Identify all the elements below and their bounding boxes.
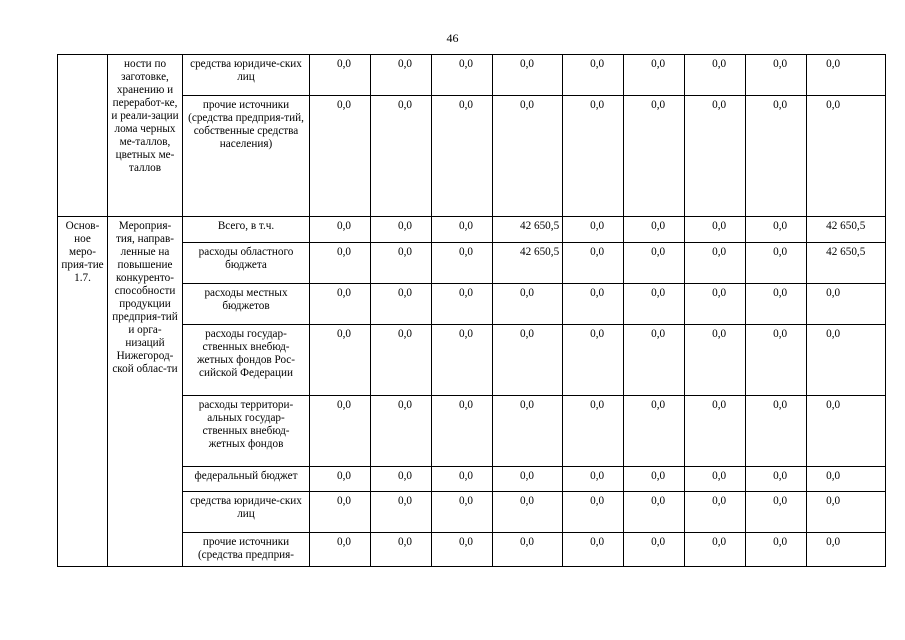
- value-cell: 0,0: [624, 96, 685, 217]
- table-row: [58, 217, 886, 243]
- value-cell: 0,0: [807, 396, 886, 467]
- value-cell: 0,0: [371, 492, 432, 533]
- funding-source-cell: расходы территори-альных государ-ственных внебюд-жетных фондов: [183, 396, 310, 467]
- value-cell: 0,0: [310, 217, 371, 243]
- value-cell: 0,0: [310, 325, 371, 396]
- value-cell: 0,0: [807, 467, 886, 492]
- value-cell: 0,0: [432, 396, 493, 467]
- table-row: [58, 243, 886, 284]
- value-cell: 0,0: [624, 325, 685, 396]
- value-cell: 0,0: [310, 96, 371, 217]
- value-cell: 0,0: [371, 325, 432, 396]
- value-cell: 0,0: [624, 533, 685, 567]
- value-cell: 0,0: [371, 467, 432, 492]
- value-cell: 0,0: [371, 55, 432, 96]
- value-cell: 0,0: [685, 217, 746, 243]
- value-cell: 42 650,5: [493, 243, 563, 284]
- table-row: [58, 492, 886, 533]
- value-cell: 0,0: [746, 243, 807, 284]
- value-cell: 0,0: [432, 325, 493, 396]
- value-cell: 0,0: [746, 284, 807, 325]
- table-body: [58, 55, 886, 567]
- value-cell: 0,0: [685, 243, 746, 284]
- value-cell: 42 650,5: [807, 243, 886, 284]
- value-cell: 0,0: [563, 96, 624, 217]
- value-cell: 0,0: [493, 96, 563, 217]
- value-cell: 0,0: [746, 217, 807, 243]
- value-cell: 0,0: [432, 492, 493, 533]
- funding-source-cell: расходы местных бюджетов: [183, 284, 310, 325]
- value-cell: 0,0: [685, 492, 746, 533]
- value-cell: 0,0: [624, 55, 685, 96]
- value-cell: 0,0: [563, 243, 624, 284]
- value-cell: 0,0: [685, 325, 746, 396]
- value-cell: 0,0: [493, 533, 563, 567]
- value-cell: 0,0: [746, 533, 807, 567]
- value-cell: 0,0: [685, 96, 746, 217]
- funding-source-cell: прочие источники (средства предприя-тий, собственные средства населения): [183, 96, 310, 217]
- value-cell: 0,0: [624, 243, 685, 284]
- value-cell: 0,0: [746, 96, 807, 217]
- value-cell: 0,0: [432, 467, 493, 492]
- value-cell: 0,0: [371, 96, 432, 217]
- table-row: [58, 55, 886, 96]
- value-cell: 0,0: [746, 325, 807, 396]
- funding-source-cell: средства юридиче-ских лиц: [183, 55, 310, 96]
- funding-source-cell: расходы государ-ственных внебюд-жетных фондов Рос-сийской Федерации: [183, 325, 310, 396]
- value-cell: 0,0: [310, 467, 371, 492]
- table-row: [58, 96, 886, 217]
- table-row: [58, 325, 886, 396]
- value-cell: 0,0: [746, 467, 807, 492]
- value-cell: 0,0: [493, 284, 563, 325]
- value-cell: 0,0: [432, 284, 493, 325]
- value-cell: 0,0: [432, 96, 493, 217]
- value-cell: 0,0: [310, 533, 371, 567]
- value-cell: 0,0: [371, 284, 432, 325]
- value-cell: 0,0: [432, 243, 493, 284]
- value-cell: 0,0: [493, 467, 563, 492]
- value-cell: 0,0: [563, 55, 624, 96]
- value-cell: 0,0: [371, 396, 432, 467]
- value-cell: 42 650,5: [493, 217, 563, 243]
- measure-name-cell: Мероприя-тия, направ-ленные на повышение конкуренто-способности продукции предприя-тий и орга-низаций Нижегород-ской облас-ти: [108, 217, 183, 567]
- value-cell: 0,0: [685, 533, 746, 567]
- value-cell: 0,0: [563, 217, 624, 243]
- value-cell: 0,0: [310, 492, 371, 533]
- funding-source-cell: средства юридиче-ских лиц: [183, 492, 310, 533]
- value-cell: 0,0: [685, 55, 746, 96]
- table-row: [58, 467, 886, 492]
- value-cell: 0,0: [563, 396, 624, 467]
- measure-code-cell: [58, 55, 108, 217]
- table-row: [58, 396, 886, 467]
- value-cell: 0,0: [371, 217, 432, 243]
- value-cell: 0,0: [624, 217, 685, 243]
- funding-source-cell: прочие источники (средства предприя-: [183, 533, 310, 567]
- value-cell: 0,0: [432, 533, 493, 567]
- value-cell: 0,0: [624, 284, 685, 325]
- budget-table: [57, 54, 886, 567]
- value-cell: 0,0: [746, 55, 807, 96]
- funding-source-cell: Всего, в т.ч.: [183, 217, 310, 243]
- value-cell: 0,0: [563, 467, 624, 492]
- value-cell: 0,0: [624, 492, 685, 533]
- value-cell: 0,0: [563, 325, 624, 396]
- value-cell: 0,0: [432, 217, 493, 243]
- value-cell: 0,0: [746, 492, 807, 533]
- funding-source-cell: федеральный бюджет: [183, 467, 310, 492]
- value-cell: 0,0: [685, 284, 746, 325]
- value-cell: 0,0: [563, 533, 624, 567]
- value-cell: 0,0: [807, 284, 886, 325]
- value-cell: 0,0: [685, 467, 746, 492]
- measure-name-cell: ности по заготовке, хранению и переработ-ке, и реали-зации лома черных ме-таллов, цветных ме-таллов: [108, 55, 183, 217]
- value-cell: 0,0: [371, 243, 432, 284]
- value-cell: 0,0: [807, 533, 886, 567]
- value-cell: 0,0: [310, 55, 371, 96]
- table-row: [58, 284, 886, 325]
- value-cell: 0,0: [493, 492, 563, 533]
- value-cell: 0,0: [432, 55, 493, 96]
- measure-code-cell: Основ-ное меро-прия-тие 1.7.: [58, 217, 108, 567]
- value-cell: 0,0: [563, 492, 624, 533]
- value-cell: 0,0: [563, 284, 624, 325]
- value-cell: 0,0: [493, 55, 563, 96]
- value-cell: 0,0: [807, 492, 886, 533]
- value-cell: 0,0: [624, 396, 685, 467]
- value-cell: 0,0: [807, 325, 886, 396]
- value-cell: 0,0: [310, 284, 371, 325]
- value-cell: 0,0: [746, 396, 807, 467]
- value-cell: 0,0: [624, 467, 685, 492]
- value-cell: 0,0: [310, 396, 371, 467]
- value-cell: 0,0: [493, 396, 563, 467]
- value-cell: 0,0: [310, 243, 371, 284]
- funding-source-cell: расходы областного бюджета: [183, 243, 310, 284]
- value-cell: 0,0: [371, 533, 432, 567]
- value-cell: 0,0: [807, 55, 886, 96]
- page-number: 46: [446, 31, 459, 45]
- table-row: [58, 533, 886, 567]
- value-cell: 0,0: [807, 96, 886, 217]
- value-cell: 42 650,5: [807, 217, 886, 243]
- value-cell: 0,0: [493, 325, 563, 396]
- value-cell: 0,0: [685, 396, 746, 467]
